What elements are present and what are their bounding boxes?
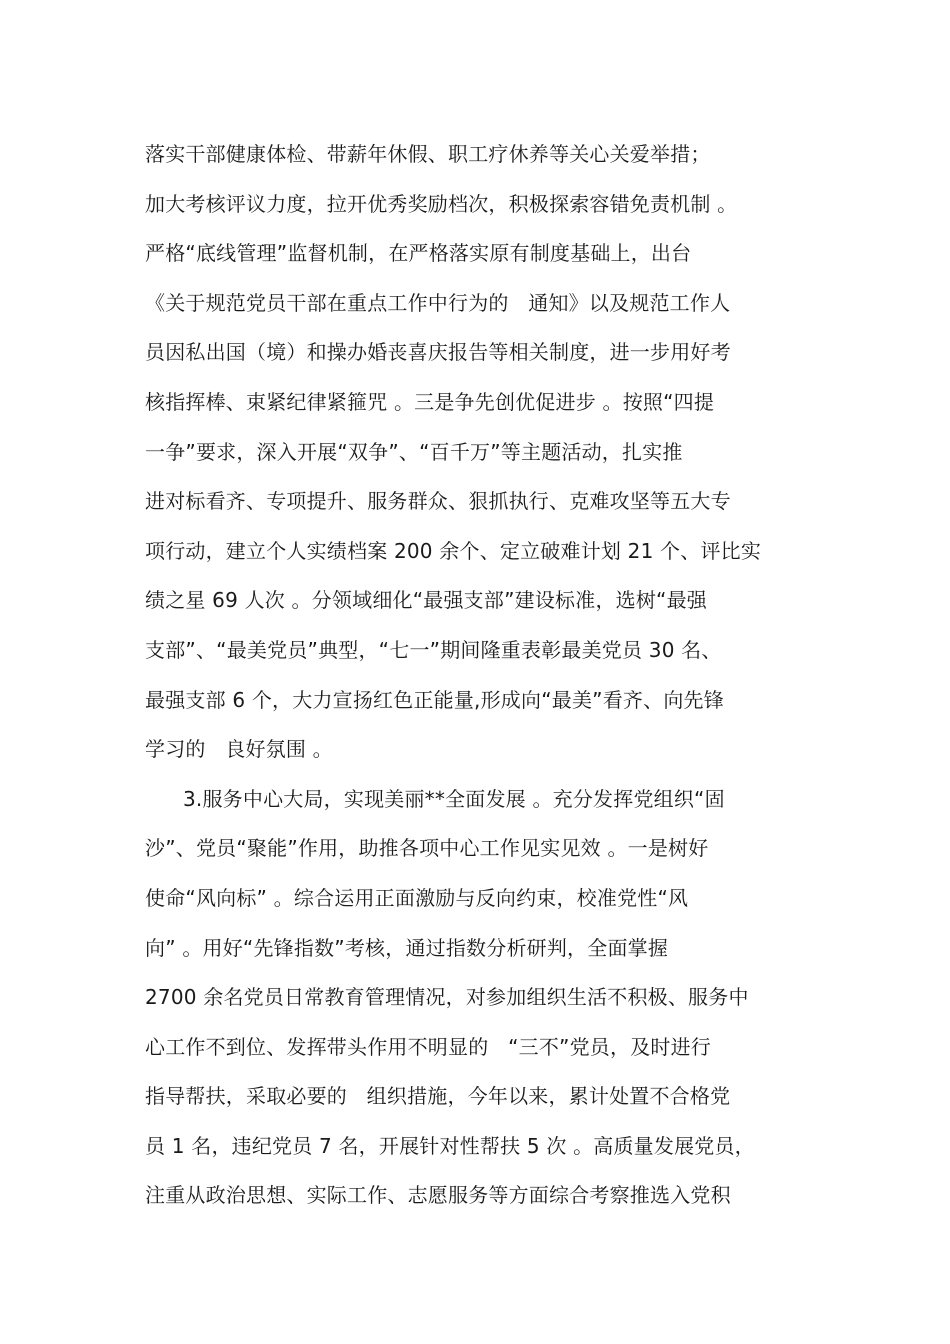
text-line: 2700 余名党员日常教育管理情况，对参加组织生活不积极、服务中 <box>145 985 749 1010</box>
text-line: 注重从政治思想、实际工作、志愿服务等方面综合考察推选入党积 <box>145 1183 731 1208</box>
text-line: 使命“风向标” 。综合运用正面激励与反向约束，校准党性“风 <box>145 885 689 910</box>
text-line: 绩之星 69 人次 。分领域细化“最强支部”建设标准，选树“最强 <box>145 588 708 613</box>
text-line: 向” 。用好“先锋指数”考核，通过指数分析研判，全面掌握 <box>145 935 669 960</box>
section-heading-line: 3.服务中心大局，实现美丽**全面发展 。充分发挥党组织“固 <box>183 786 725 811</box>
text-line: 最强支部 6 个，大力宣扬红色正能量,形成向“最美”看齐、向先锋 <box>145 687 724 712</box>
text-line: 员因私出国（境）和操办婚丧喜庆报告等相关制度，进一步用好考 <box>145 340 731 365</box>
text-line: 一争”要求，深入开展“双争”、“百千万”等主题活动，扎实推 <box>145 439 683 464</box>
text-line: 核指挥棒、束紧纪律紧箍咒 。三是争先创优促进步 。按照“四提 <box>145 389 715 414</box>
text-line: 沙”、党员“聚能”作用，助推各项中心工作见实见效 。一是树好 <box>145 836 709 861</box>
text-line: 《关于规范党员干部在重点工作中行为的 通知》以及规范工作人 <box>145 290 731 315</box>
body-text <box>145 130 845 1221</box>
text-line: 心工作不到位、发挥带头作用不明显的 “三不”党员，及时进行 <box>145 1034 711 1059</box>
text-line: 员 1 名，违纪党员 7 名，开展针对性帮扶 5 次 。高质量发展党员， <box>145 1133 755 1158</box>
text-line: 指导帮扶，采取必要的 组织措施，今年以来，累计处置不合格党 <box>145 1084 731 1109</box>
text-line: 进对标看齐、专项提升、服务群众、狠抓执行、克难攻坚等五大专 <box>145 489 731 514</box>
text-line: 落实干部健康体检、带薪年休假、职工疗休养等关心关爱举措； <box>145 142 711 166</box>
text-line: 支部”、“最美党员”典型，“七一”期间隆重表彰最美党员 30 名、 <box>145 637 722 662</box>
text-line: 项行动，建立个人实绩档案 200 余个、定立破难计划 21 个、评比实 <box>145 538 762 563</box>
text-line: 学习的 良好氛围 。 <box>145 737 333 762</box>
text-line: 加大考核评议力度，拉开优秀奖励档次，积极探索容错免责机制 。 <box>145 191 738 216</box>
text-line: 严格“底线管理”监督机制，在严格落实原有制度基础上，出台 <box>145 241 692 266</box>
